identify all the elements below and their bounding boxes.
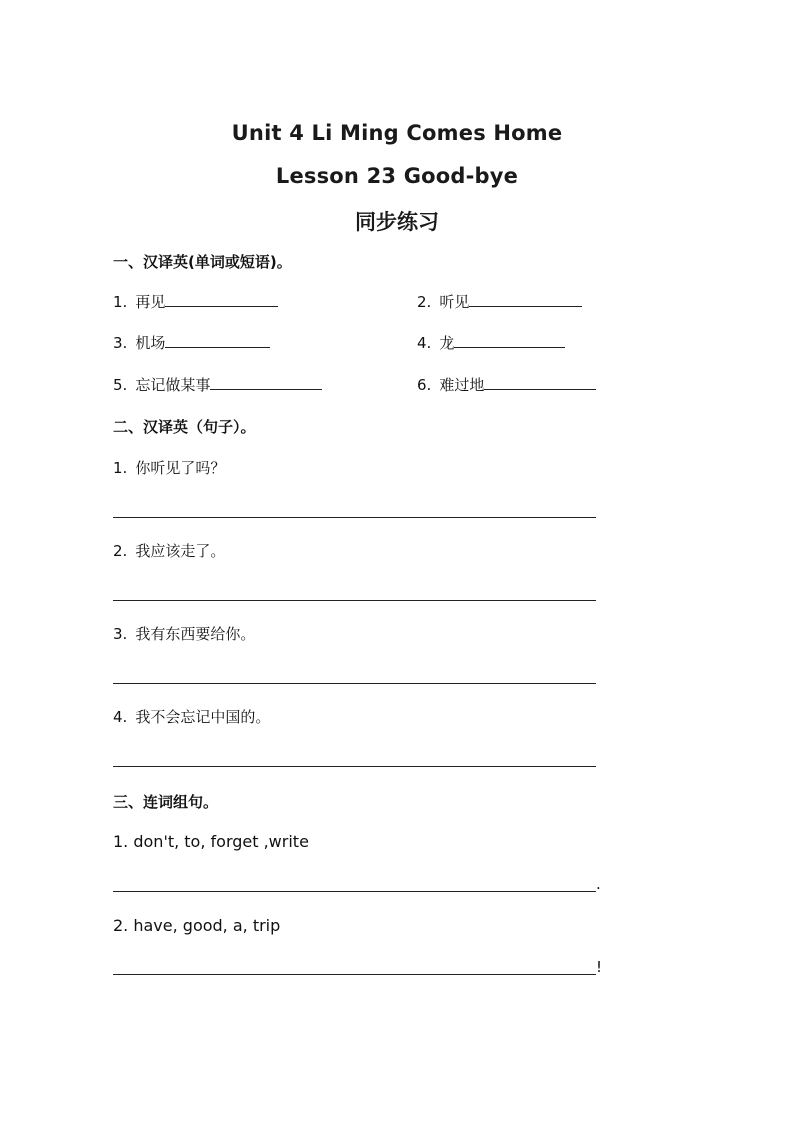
item-number: 2. [113, 542, 128, 560]
section-2-heading: 二、汉译英（句子）。 [113, 418, 256, 436]
answer-blank[interactable] [469, 292, 582, 307]
vocab-item-6 [417, 375, 596, 395]
vocab-item-1 [113, 292, 278, 312]
item-prompt: 难过地 [439, 376, 485, 394]
item-number: 4. [417, 334, 432, 352]
item-number: 3. [113, 334, 128, 352]
section-1-heading: 一、汉译英(单词或短语)。 [113, 253, 292, 271]
answer-blank[interactable] [484, 375, 596, 390]
item-number: 4. [113, 708, 128, 726]
answer-blank[interactable] [454, 333, 565, 348]
sentence-item-3 [113, 624, 255, 644]
item-number: 5. [113, 376, 128, 394]
sentence-item-1 [113, 458, 225, 478]
answer-line[interactable] [113, 766, 596, 767]
unit-title: Unit 4 Li Ming Comes Home [231, 121, 563, 145]
item-number: 1. [113, 459, 128, 477]
word-order-item-1: 1. don't, to, forget ,write [113, 832, 309, 851]
item-number: 6. [417, 376, 432, 394]
item-prompt: 我有东西要给你。 [135, 625, 256, 643]
item-number: 2. [417, 293, 432, 311]
item-prompt: 你听见了吗？ [135, 459, 226, 477]
answer-line[interactable] [113, 891, 596, 892]
answer-blank[interactable] [165, 333, 270, 348]
vocab-item-3 [113, 333, 270, 353]
answer-line[interactable] [113, 974, 596, 975]
answer-blank[interactable] [210, 375, 322, 390]
lesson-title: Lesson 23 Good-bye [275, 164, 519, 188]
item-prompt: 听见 [439, 293, 470, 311]
item-prompt: 忘记做某事 [135, 376, 211, 394]
worksheet-subtitle: 同步练习 [355, 210, 439, 234]
sentence-item-2 [113, 541, 225, 561]
item-number: 1. [113, 293, 128, 311]
vocab-item-5 [113, 375, 322, 395]
item-prompt: 龙 [439, 334, 455, 352]
word-order-item-2: 2. have, good, a, trip [113, 916, 281, 935]
item-prompt: 再见 [135, 293, 166, 311]
sentence-item-4 [113, 707, 270, 727]
answer-line[interactable] [113, 683, 596, 684]
answer-blank[interactable] [165, 292, 278, 307]
end-punctuation: . [596, 875, 601, 893]
vocab-item-4 [417, 333, 565, 353]
item-prompt: 机场 [135, 334, 166, 352]
item-number: 3. [113, 625, 128, 643]
section-3-heading: 三、连词组句。 [113, 793, 219, 811]
answer-line[interactable] [113, 600, 596, 601]
answer-line[interactable] [113, 517, 596, 518]
item-prompt: 我应该走了。 [135, 542, 226, 560]
vocab-item-2 [417, 292, 582, 312]
end-punctuation: ! [596, 958, 603, 976]
item-prompt: 我不会忘记中国的。 [135, 708, 271, 726]
